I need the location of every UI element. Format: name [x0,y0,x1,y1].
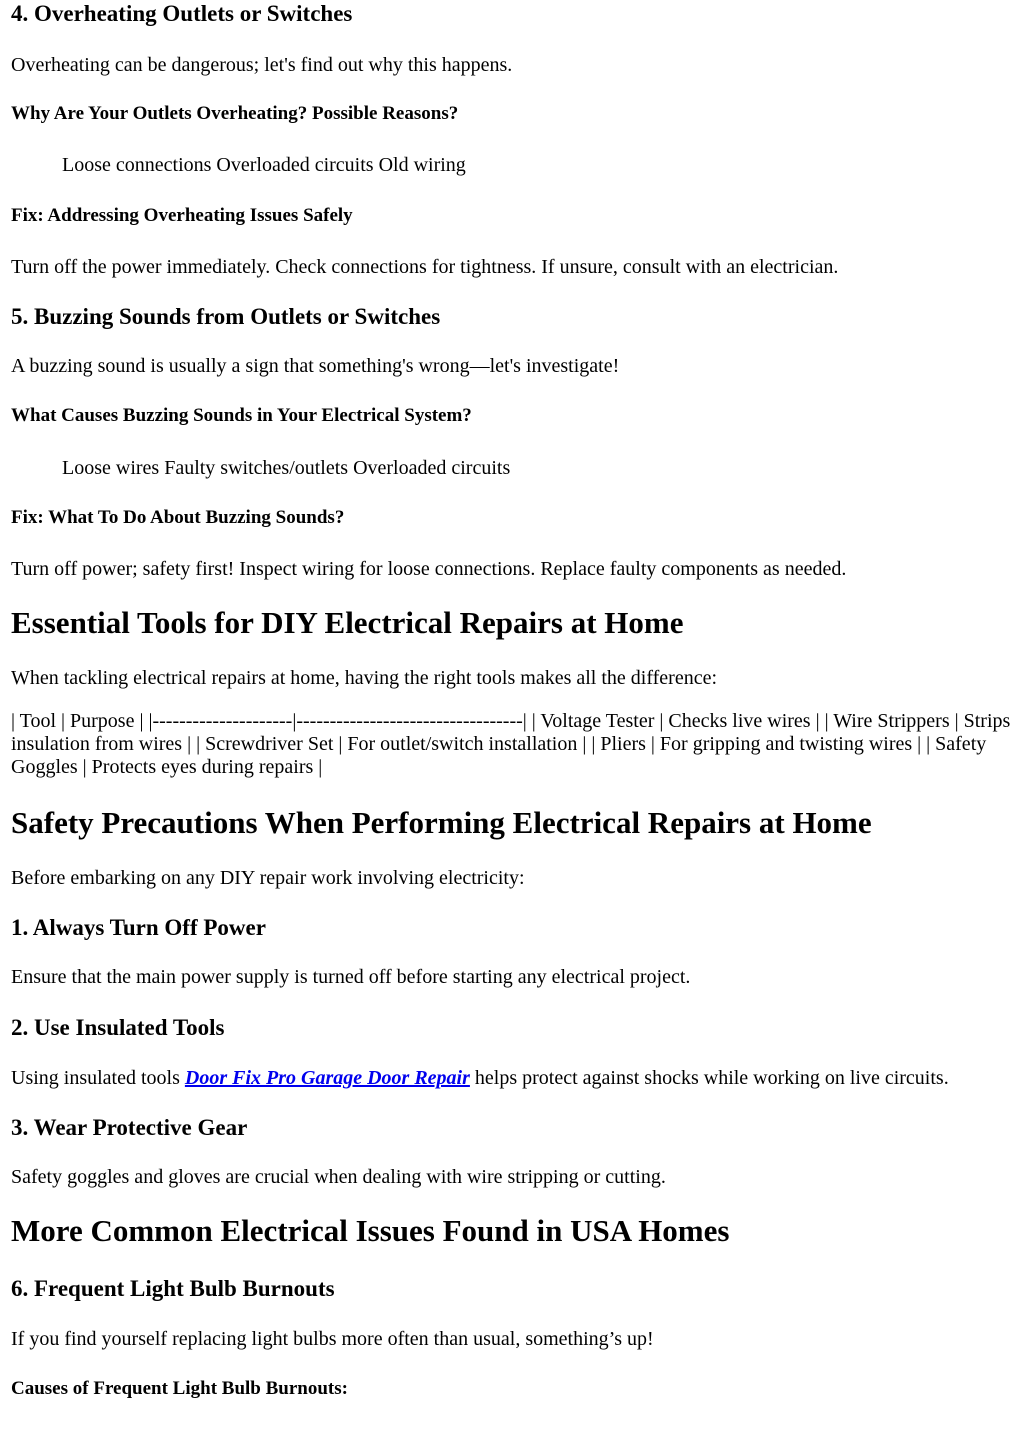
section-6-causes-heading: Causes of Frequent Light Bulb Burnouts: [11,1378,348,1399]
section-4-fix-heading: Fix: Addressing Overheating Issues Safely [11,205,353,226]
section-4-fix-text: Turn off the power immediately. Check connections for tightness. If unsure, consult with an electrician. [11,256,839,278]
section-4-reasons-list: Loose connections Overloaded circuits Old wiring [62,154,466,176]
section-4-intro: Overheating can be dangerous; let's find out why this happens. [11,54,513,76]
section-5-heading: 5. Buzzing Sounds from Outlets or Switches [11,304,441,329]
safety-1-heading: 1. Always Turn Off Power [11,915,266,940]
section-5-fix-heading: Fix: What To Do About Buzzing Sounds? [11,507,345,528]
section-6-heading: 6. Frequent Light Bulb Burnouts [11,1276,335,1301]
safety-heading: Safety Precautions When Performing Electrical Repairs at Home [11,805,872,840]
section-5-intro: A buzzing sound is usually a sign that something's wrong—let's investigate! [11,355,620,377]
safety-3-text: Safety goggles and gloves are crucial when dealing with wire stripping or cutting. [11,1166,666,1188]
safety-2-text-before: Using insulated tools [11,1067,185,1089]
safety-2-text-after: helps protect against shocks while working on live circuits. [469,1067,949,1089]
safety-2-text [11,1066,949,1090]
section-5-fix-text: Turn off power; safety first! Inspect wiring for loose connections. Replace faulty components as needed. [11,558,847,580]
door-fix-pro-link[interactable]: Door Fix Pro Garage Door Repair [184,1067,470,1089]
section-5-causes-list: Loose wires Faulty switches/outlets Overloaded circuits [62,457,511,479]
section-6-intro: If you find yourself replacing light bulbs more often than usual, something’s up! [11,1328,654,1350]
section-4-heading: 4. Overheating Outlets or Switches [11,1,353,26]
more-issues-heading: More Common Electrical Issues Found in USA Homes [11,1213,730,1248]
safety-1-text: Ensure that the main power supply is turned off before starting any electrical project. [11,966,691,988]
tools-heading: Essential Tools for DIY Electrical Repairs at Home [11,605,684,640]
tools-intro: When tackling electrical repairs at home, having the right tools makes all the difference: [11,667,718,689]
safety-2-heading: 2. Use Insulated Tools [11,1015,225,1040]
safety-intro: Before embarking on any DIY repair work involving electricity: [11,867,525,889]
section-5-causes-heading: What Causes Buzzing Sounds in Your Electrical System? [11,405,472,426]
safety-3-heading: 3. Wear Protective Gear [11,1115,248,1140]
tools-table-text: | Tool | Purpose | |---------------------|----------------------------------| | Voltage Tester | Checks live wires | | Wire Strippers | Strips insulation from wires | | Screwdriver Set | For outlet/switch installation | | Pliers | For gripping and twisting wires | | Safety Goggles | Protects eyes during repairs | [11,710,1011,778]
section-4-reasons-heading: Why Are Your Outlets Overheating? Possible Reasons? [11,103,459,124]
